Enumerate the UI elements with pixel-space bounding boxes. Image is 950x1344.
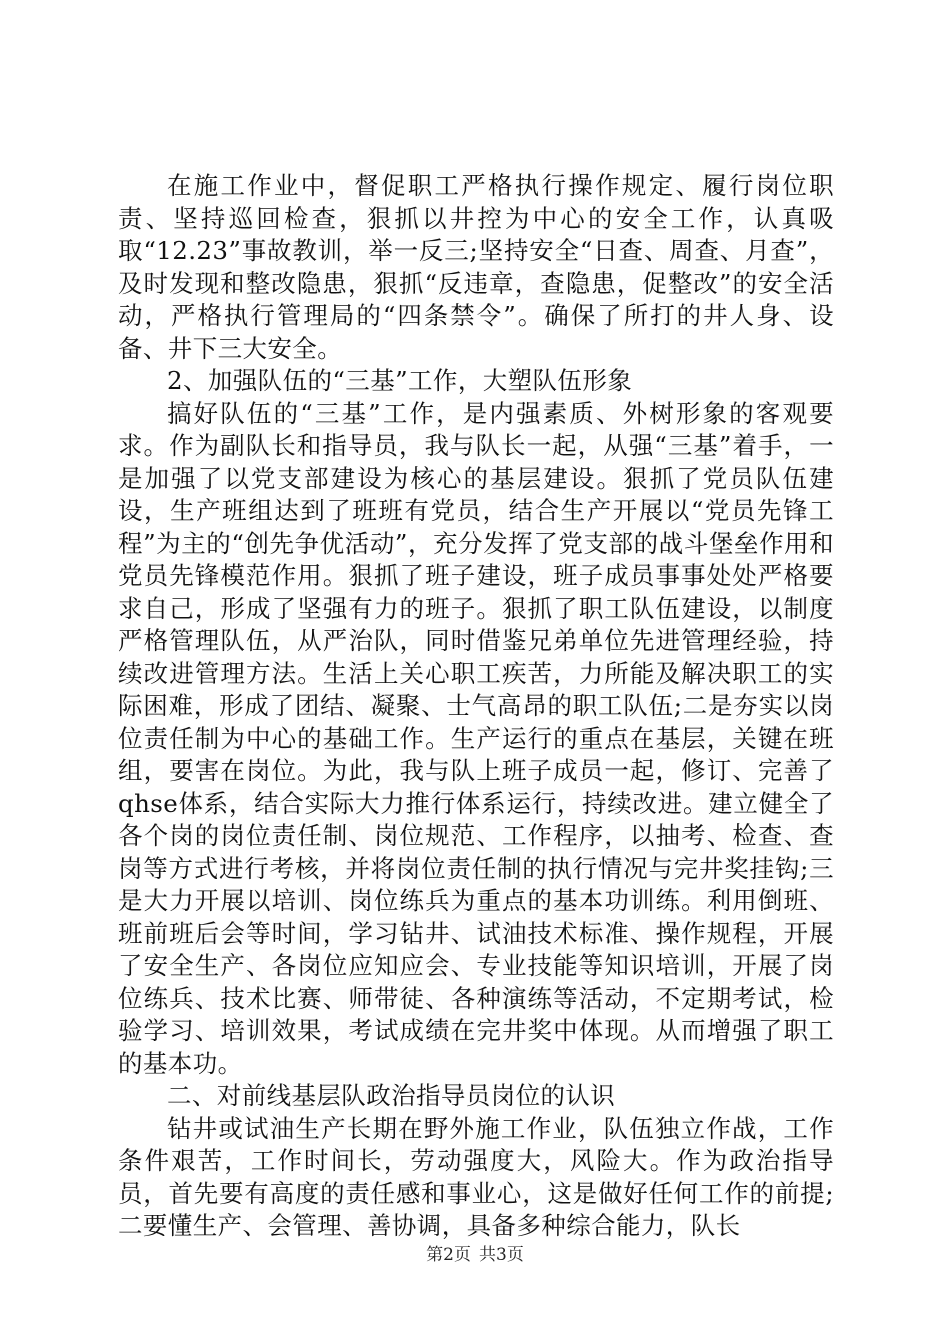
paragraph-three-basics: 搞好队伍的“三基”工作，是内强素质、外树形象的客观要求。作为副队长和指导员，我与队长一起，从强“三基”着手，一是加强了以党支部建设为核心的基层建设。狠抓了党员队伍建设，生产班组达到了班班有党员，结合生产开展以“党员先锋工程”为主的“创先争优活动”，充分发挥了党支部的战斗堡垒作用和党员先锋模范作用。狠抓了班子建设，班子成员事事处处严格要求自己，形成了坚强有力的班子。狠抓了职工队伍建设，以制度严格管理队伍，从严治队，同时借鉴兄弟单位先进管理经验，持续改进管理方法。生活上关心职工疾苦，力所能及解决职工的实际困难，形成了团结、凝聚、士气高昂的职工队伍;二是夯实以岗位责任制为中心的基础工作。生产运行的重点在基层，关键在班组，要害在岗位。为此，我与队上班子成员一起，修订、完善了qhse体系，结合实际大力推行体系运行，持续改进。建立健全了各个岗的岗位责任制、岗位规范、工作程序，以抽考、检查、查岗等方式进行考核，并将岗位责任制的执行情况与完井奖挂钩;三是大力开展以培训、岗位练兵为重点的基本功训练。利用倒班、班前班后会等时间，学习钻井、试油技术标准、操作规程，开展了安全生产、各岗位应知应会、专业技能等知识培训，开展了岗位练兵、技术比赛、师带徒、各种演练等活动，不定期考试，检验学习、培训效果，考试成绩在完井奖中体现。从而增强了职工的基本功。 [118, 398, 834, 1078]
section-heading-instructor-role: 二、对前线基层队政治指导员岗位的认识 [167, 1081, 616, 1110]
paragraph-safety-work: 在施工作业中，督促职工严格执行操作规定、履行岗位职责、坚持巡回检查，狠抓以井控为中心的安全工作，认真吸取“12.23”事故教训，举一反三;坚持安全“日查、周查、月查”，及时发现和整改隐患，狠抓“反违章，查隐患，促整改”的安全活动，严格执行管理局的“四条禁令”。确保了所打的井人身、设备、井下三大安全。 [118, 171, 834, 363]
page-footer [0, 1244, 950, 1266]
page-total: 共3页 [479, 1245, 524, 1265]
section-heading-three-basics: 2、加强队伍的“三基”工作，大塑队伍形象 [167, 366, 633, 395]
page-number: 第2页 [426, 1245, 471, 1265]
document-body [118, 170, 834, 1243]
paragraph-instructor-role: 钻井或试油生产长期在野外施工作业，队伍独立作战，工作条件艰苦，工作时间长，劳动强度大，风险大。作为政治指导员，首先要有高度的责任感和事业心，这是做好任何工作的前提;二要懂生产、会管理、善协调，具备多种综合能力，队长 [118, 1113, 834, 1240]
